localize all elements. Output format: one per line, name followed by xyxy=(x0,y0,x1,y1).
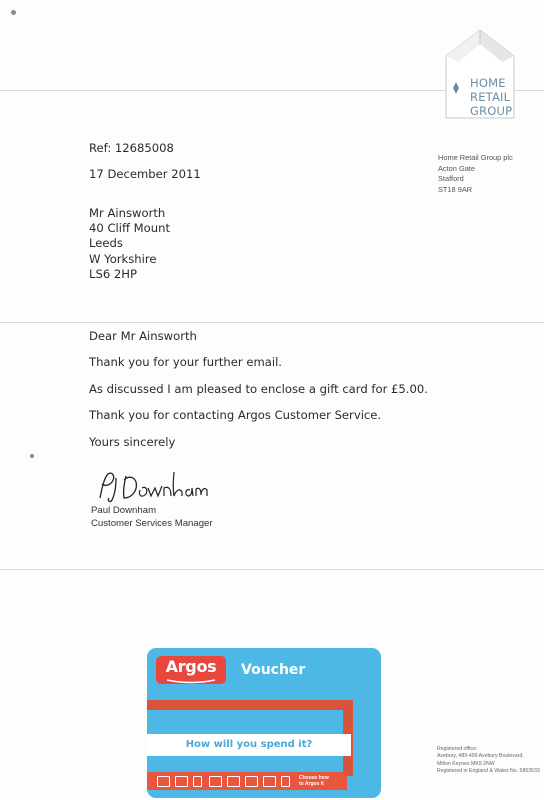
reg-line: Registered in England & Wales No. 5863533 xyxy=(437,768,540,775)
computer-icon xyxy=(175,776,188,787)
mobile-icon xyxy=(281,776,290,787)
camera-icon xyxy=(209,776,222,787)
registered-office xyxy=(437,746,540,776)
signer-block xyxy=(91,505,213,530)
signer-name: Paul Downham xyxy=(91,505,157,516)
address-line: ST18 9AR xyxy=(438,184,473,194)
fold-line xyxy=(0,569,544,570)
body-paragraph: As discussed I am pleased to enclose a gift card for £5.00. xyxy=(89,382,428,396)
signer-title: Customer Services Manager xyxy=(91,517,213,529)
recipient-line: Leeds xyxy=(89,236,123,251)
address-line: Home Retail Group plc xyxy=(438,153,513,162)
address-line: Acton Gate xyxy=(438,163,475,173)
card-ribbon xyxy=(147,700,345,710)
footer-line: to Argos it xyxy=(299,781,324,787)
letter-date: 17 December 2011 xyxy=(89,167,201,181)
footer-line: Choose how xyxy=(299,775,329,781)
punch-mark xyxy=(30,454,34,458)
reg-line: Registered office: xyxy=(437,746,478,752)
recipient-line: W Yorkshire xyxy=(89,251,157,266)
company-address xyxy=(438,153,513,195)
phone-icon xyxy=(193,776,202,787)
recipient-line: Mr Ainsworth xyxy=(89,206,166,220)
card-brand: Argos xyxy=(165,657,217,676)
reg-line: Milton Keynes MK9 2NW xyxy=(437,760,495,767)
recipient-address xyxy=(89,206,170,282)
reference-number: Ref: 12685008 xyxy=(89,141,174,155)
card-tagline: How will you spend it? xyxy=(185,739,313,750)
recipient-line: 40 Cliff Mount xyxy=(89,221,170,236)
recipient-line: LS6 2HP xyxy=(89,266,137,281)
store-icon xyxy=(245,776,258,787)
card-label: Voucher xyxy=(241,662,306,678)
catalogue-icon xyxy=(263,776,276,787)
address-line: Stafford xyxy=(438,174,464,183)
laptop-icon xyxy=(157,776,170,787)
handwritten-signature xyxy=(94,468,224,508)
logo-line: GROUP xyxy=(470,104,513,118)
logo-swoosh-icon xyxy=(165,678,217,684)
body-paragraph: Thank you for contacting Argos Customer Service. xyxy=(89,408,382,422)
body-paragraph: Thank you for your further email. xyxy=(89,355,282,369)
fold-line xyxy=(0,322,544,323)
van-icon xyxy=(227,776,240,787)
argos-gift-card xyxy=(147,648,381,798)
closing: Yours sincerely xyxy=(89,435,176,449)
logo-wordmark xyxy=(470,76,512,118)
punch-mark xyxy=(11,10,16,15)
reg-line: Avebury, 489-499 Avebury Boulevard, xyxy=(437,753,524,760)
logo-line: RETAIL xyxy=(470,90,511,104)
card-footer-text xyxy=(299,775,329,787)
salutation: Dear Mr Ainsworth xyxy=(89,329,197,343)
logo-line: HOME xyxy=(470,76,506,90)
